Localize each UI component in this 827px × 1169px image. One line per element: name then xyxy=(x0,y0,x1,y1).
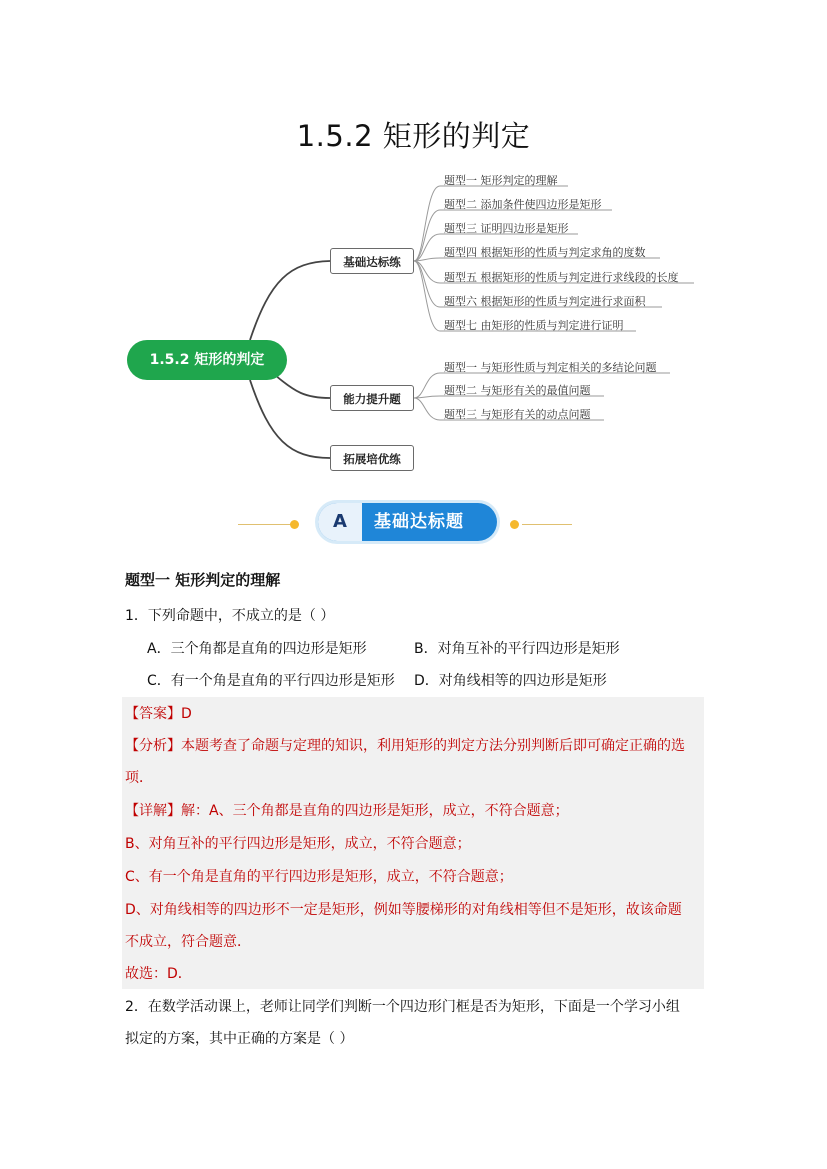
question-1-option-d: D．对角线相等的四边形是矩形 xyxy=(414,673,607,689)
mindmap-leaf: 题型三 与矩形有关的动点问题 xyxy=(444,408,591,421)
question-1-option-c: C．有一个角是直角的平行四边形是矩形 xyxy=(147,673,395,689)
question-1-option-b: B．对角互补的平行四边形是矩形 xyxy=(414,641,620,657)
mindmap-leaf: 题型三 证明四边形是矩形 xyxy=(444,222,569,235)
detail-line-5: 不成立，符合题意． xyxy=(125,934,251,950)
analysis-line-1: 【分析】本题考查了命题与定理的知识，利用矩形的判定方法分别判断后即可确定正确的选 xyxy=(125,738,685,754)
mindmap-branch-basic: 基础达标练 xyxy=(330,248,414,274)
connector-ability xyxy=(275,375,330,398)
mindmap-branch-ability: 能力提升题 xyxy=(330,385,414,411)
connector-extend xyxy=(250,380,330,458)
page-title: 1.5.2 矩形的判定 xyxy=(296,119,531,153)
question-2-stem-line-2: 拟定的方案，其中正确的方案是（ ） xyxy=(125,1031,354,1047)
detail-line-3: C、有一个角是直角的平行四边形是矩形，成立，不符合题意； xyxy=(125,869,513,885)
mindmap-root: 1.5.2 矩形的判定 xyxy=(127,340,287,380)
connector-basic xyxy=(250,261,330,340)
banner-dot-right xyxy=(510,520,519,529)
mindmap-leaf: 题型二 添加条件使四边形是矩形 xyxy=(444,198,602,211)
banner-pill xyxy=(318,503,497,541)
mindmap-leaf: 题型二 与矩形有关的最值问题 xyxy=(444,384,591,397)
mindmap-branch-extend: 拓展培优练 xyxy=(330,445,414,471)
mindmap-leaf: 题型一 矩形判定的理解 xyxy=(444,174,558,187)
analysis-line-2: 项． xyxy=(125,770,153,786)
section-banner xyxy=(230,503,575,543)
detail-line-1: 【详解】解：A、三个角都是直角的四边形是矩形，成立，不符合题意； xyxy=(125,803,569,819)
banner-dot-left xyxy=(290,520,299,529)
mindmap-leaf: 题型四 根据矩形的性质与判定求角的度数 xyxy=(444,246,646,259)
detail-line-2: B、对角互补的平行四边形是矩形，成立，不符合题意； xyxy=(125,836,471,852)
banner-text: 基础达标题 xyxy=(374,512,464,532)
banner-letter: A xyxy=(318,503,362,541)
detail-line-6: 故选：D． xyxy=(125,966,192,982)
question-1-stem: 1．下列命题中，不成立的是（ ） xyxy=(125,608,335,624)
mindmap-leaf: 题型五 根据矩形的性质与判定进行求线段的长度 xyxy=(444,271,679,284)
detail-line-4: D、对角线相等的四边形不一定是矩形，例如等腰梯形的对角线相等但不是矩形，故该命题 xyxy=(125,902,682,918)
question-2-stem-line-1: 2．在数学活动课上，老师让同学们判断一个四边形门框是否为矩形，下面是一个学习小组 xyxy=(125,999,680,1015)
mindmap-leaf: 题型一 与矩形性质与判定相关的多结论问题 xyxy=(444,361,657,374)
section-heading: 题型一 矩形判定的理解 xyxy=(125,571,281,589)
question-1-option-a: A．三个角都是直角的四边形是矩形 xyxy=(147,641,367,657)
banner-line-right xyxy=(522,524,572,525)
banner-line-left xyxy=(238,524,293,525)
mindmap-leaf: 题型七 由矩形的性质与判定进行证明 xyxy=(444,319,624,332)
mindmap-leaf: 题型六 根据矩形的性质与判定进行求面积 xyxy=(444,295,646,308)
answer-line: 【答案】D xyxy=(125,706,192,722)
